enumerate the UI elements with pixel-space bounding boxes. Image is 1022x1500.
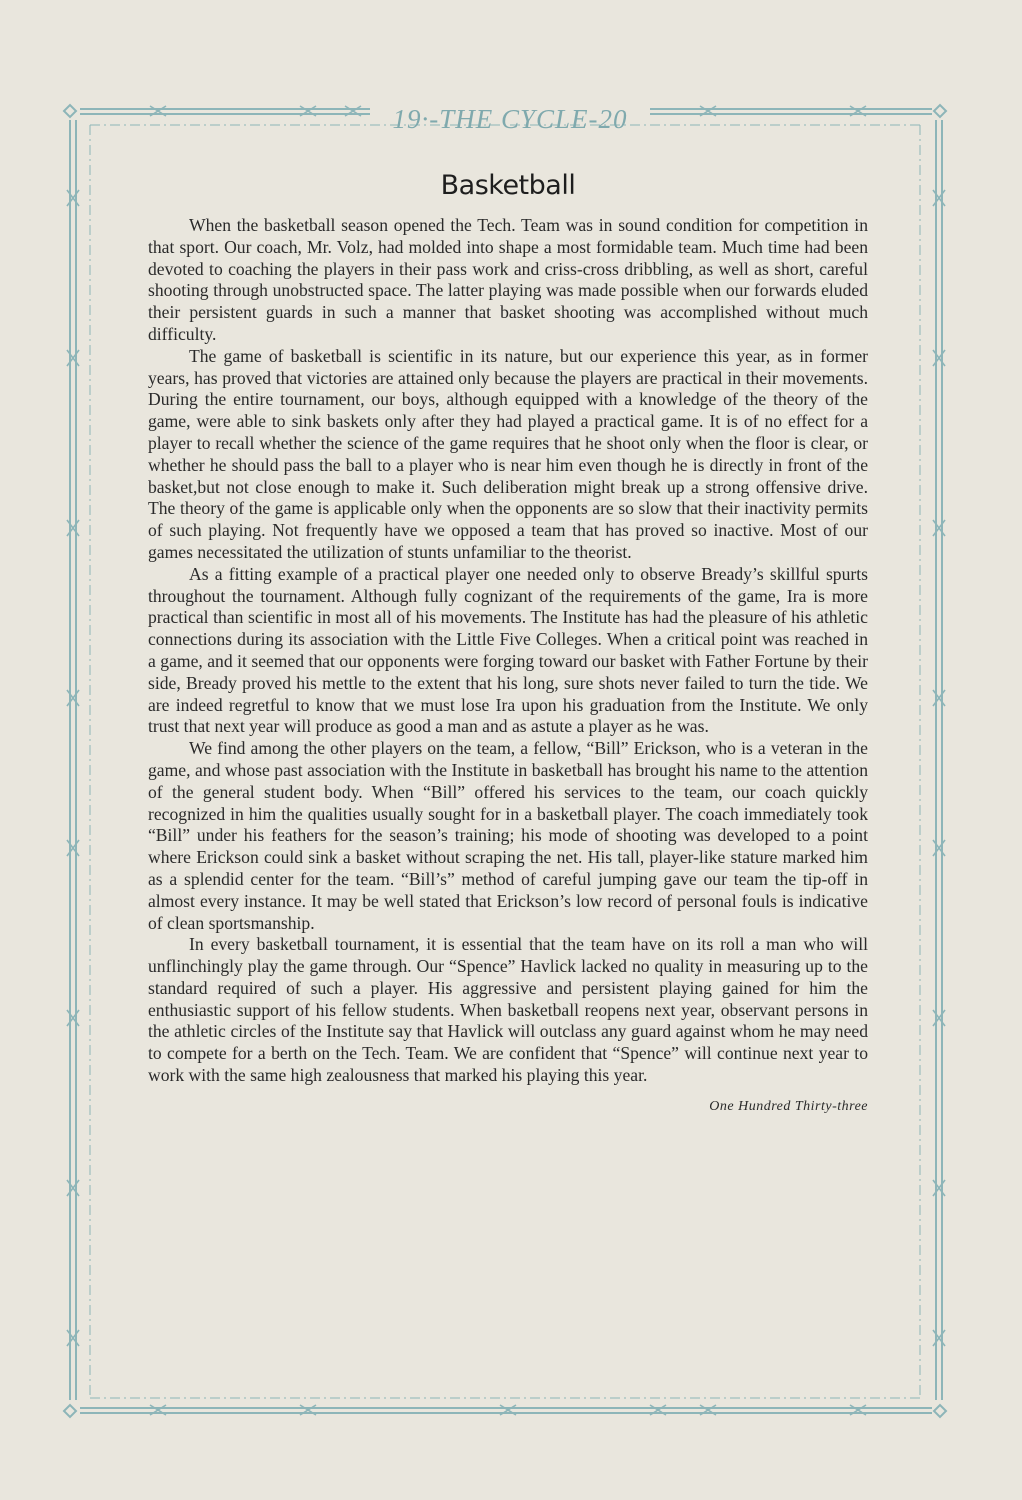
paragraph: The game of basketball is scientific in its nature, but our experience this year, as in former years, has proved that victories are attained only because the players are practical in their movements. During the entire tournament, our boys, although equipped with a knowledge of the theory of the game, were able to sink baskets only after they had played a practical game. It is of no effect for a player to recall whether the science of the game requires that he shoot only when the floor is clear, or whether he should pass the ball to a player who is near him even though he is directly in front of the basket,but not close enough to make it. Such deliberation might break up a strong offensive drive. The theory of the game is applicable only when the opponents are so slow that their inactivity permits of such playing. Not frequently have we opposed a team that has proved so inactive. Most of our games necessitated the utilization of stunts unfamiliar to the theorist.	[148, 345, 868, 562]
running-header: 19·-THE CYCLE-20	[392, 104, 628, 134]
article	[148, 170, 868, 1115]
paragraph: As a fitting example of a practical player one needed only to observe Bready’s skillful spurts throughout the tournament. Although fully cognizant of the requirements of the game, Ira is more practical than scientific in most all of his movements. The Institute has had the pleasure of his athletic connections during its association with the Little Five Colleges. When a critical point was reached in a game, and it seemed that our opponents were forging toward our basket with Father Fortune by their side, Bready proved his mettle to the extent that his long, sure shots never failed to turn the tide. We are indeed regretful to know that we must lose Ira upon his graduation from the Institute. We only trust that next year will produce as good a man and as astute a player as he was.	[148, 563, 868, 737]
article-title: Basketball	[440, 170, 576, 201]
page-number: One Hundred Thirty-three	[709, 1098, 868, 1114]
paragraph: When the basketball season opened the Tech. Team was in sound condition for competition in that sport. Our coach, Mr. Volz, had molded into shape a most formidable team. Much time had been devoted to coaching the players in their pass work and criss-cross dribbling, as well as short, careful shooting through unobstructed space. The latter playing was made possible when our forwards eluded their persistent guards in such a manner that basket shooting was accomplished without much difficulty.	[148, 215, 868, 344]
paragraph: In every basketball tournament, it is essential that the team have on its roll a man who will unflinchingly play the game through. Our “Spence” Havlick lacked no quality in measuring up to the standard required of such a player. His aggressive and persistent playing gained for him the enthusiastic support of his fellow students. When basketball reopens next year, observant persons in the athletic circles of the Institute say that Havlick will outclass any guard against whom he may need to compete for a berth on the Tech. Team. We are confident that “Spence” will continue next year to work with the same high zealousness that marked his playing this year.	[148, 934, 868, 1086]
paragraph: We find among the other players on the team, a fellow, “Bill” Erickson, who is a veteran in the game, and whose past association with the Institute in basketball has brought his name to the attention of the general student body. When “Bill” offered his services to the team, our coach quickly recognized in him the qualities usually sought for in a basketball player. The coach immediately took “Bill” under his feathers for the season’s training; his mode of shooting was developed to a point where Erickson could sink a basket without scraping the net. His tall, player-like stature marked him as a splendid center for the team. “Bill’s” method of careful jumping gave our team the tip-off in almost every instance. It may be well stated that Erickson’s low record of personal fouls is indicative of clean sportsmanship.	[148, 738, 868, 933]
